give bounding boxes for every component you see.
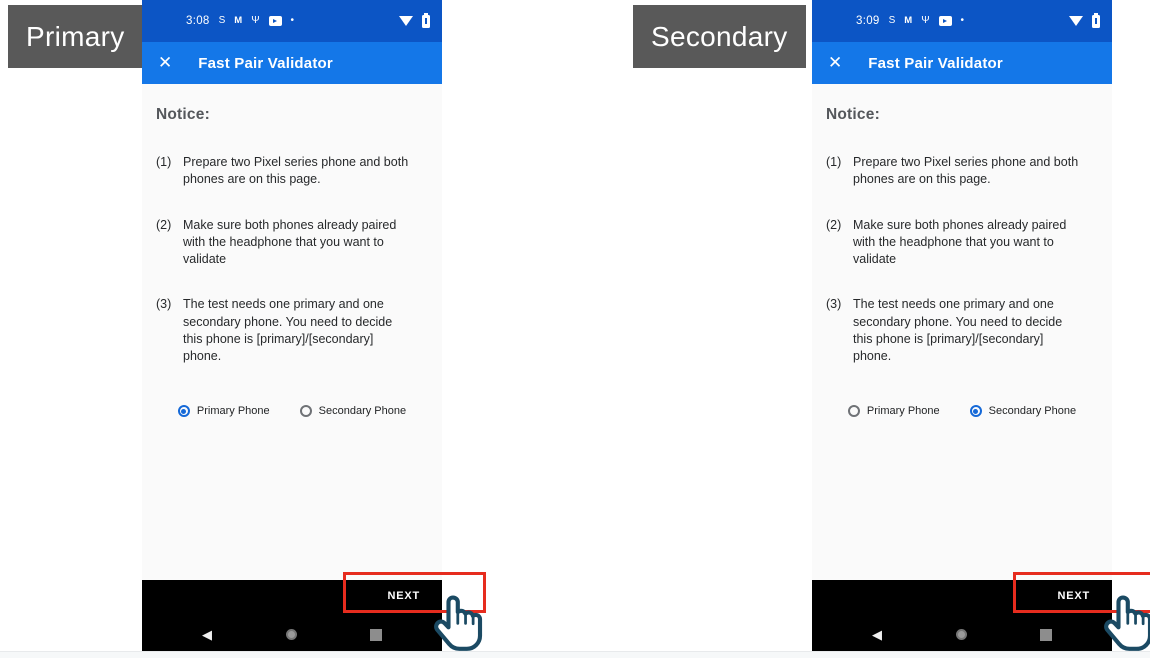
notice-item-3 [156,296,428,365]
phone-screen-secondary [812,0,1112,651]
item-text: Prepare two Pixel series phone and both phones are on this page. [183,155,409,187]
notification-dot-icon: • [960,15,965,26]
notice-content [142,84,442,417]
battery-icon [422,15,430,28]
phone-role-radio-group [826,405,1098,417]
item-number: (3) [826,297,842,312]
android-nav-bar [142,628,442,641]
radio-primary-phone[interactable] [178,405,270,417]
clock-text: 3:09 [856,15,880,27]
notice-content [812,84,1112,417]
phone-screen-primary [142,0,442,651]
notice-item-1 [156,154,428,189]
item-text: Make sure both phones already paired with the headphone that you want to validate [853,217,1067,266]
item-text: The test needs one primary and one secondary phone. You need to decide this phone is [primary]/[secondary] phone. [183,297,393,363]
recents-icon[interactable] [1040,629,1052,641]
radio-label: Secondary Phone [318,405,407,418]
wifi-icon [1069,16,1083,26]
notice-item-2 [156,217,428,269]
radio-button-icon[interactable] [178,405,190,417]
radio-secondary-phone[interactable] [970,405,1076,417]
page-bottom-strip [0,651,1150,658]
youtube-icon [939,16,952,26]
gmail-icon: M [904,15,913,27]
clock-text: 3:08 [186,15,210,27]
phone-role-radio-group [156,405,428,417]
notice-item-1 [826,154,1098,189]
radio-primary-phone[interactable] [848,405,940,417]
notification-dot-icon: • [290,15,295,26]
app-bar [812,42,1112,84]
cursor-hand-icon [430,592,488,654]
next-button[interactable]: NEXT [1057,590,1090,602]
notice-item-3 [826,296,1098,365]
next-button[interactable]: NEXT [387,590,420,602]
back-icon[interactable]: ◀ [202,627,212,642]
item-number: (1) [826,155,842,169]
android-nav-bar [812,628,1112,641]
notification-icon-s: Ѕ [218,15,226,26]
notice-item-2 [826,217,1098,269]
back-icon[interactable]: ◀ [872,627,882,642]
radio-button-icon[interactable] [970,405,982,417]
radio-button-icon[interactable] [848,405,860,417]
notice-heading: Notice: [156,106,210,123]
primary-screen-label: Primary [8,5,143,68]
radio-label: Primary Phone [196,405,270,418]
radio-label: Secondary Phone [988,405,1077,418]
youtube-icon [269,16,282,26]
item-text: Make sure both phones already paired with the headphone that you want to validate [183,217,397,266]
radio-label: Primary Phone [866,405,940,418]
item-number: (2) [826,217,842,232]
item-text: The test needs one primary and one secondary phone. You need to decide this phone is [primary]/[secondary] phone. [853,297,1063,363]
home-icon[interactable] [286,629,297,640]
battery-icon [1092,15,1100,28]
recents-icon[interactable] [370,629,382,641]
radio-secondary-phone[interactable] [300,405,406,417]
antenna-icon: Ψ [251,15,260,26]
notification-icon-s: Ѕ [888,15,896,26]
notice-heading: Notice: [826,106,880,123]
item-number: (3) [156,297,172,312]
secondary-screen-label: Secondary [633,5,806,68]
close-icon[interactable]: ✕ [828,53,843,72]
status-bar [142,0,442,42]
home-icon[interactable] [956,629,967,640]
close-icon[interactable]: ✕ [158,53,173,72]
antenna-icon: Ψ [921,15,930,26]
status-bar [812,0,1112,42]
item-text: Prepare two Pixel series phone and both phones are on this page. [853,155,1079,187]
cursor-hand-icon [1100,592,1150,654]
item-number: (1) [156,155,172,169]
item-number: (2) [156,217,172,232]
radio-button-icon[interactable] [300,405,312,417]
app-bar [142,42,442,84]
app-title: Fast Pair Validator [868,54,1003,72]
app-title: Fast Pair Validator [198,54,333,72]
wifi-icon [399,16,413,26]
gmail-icon: M [234,15,243,27]
